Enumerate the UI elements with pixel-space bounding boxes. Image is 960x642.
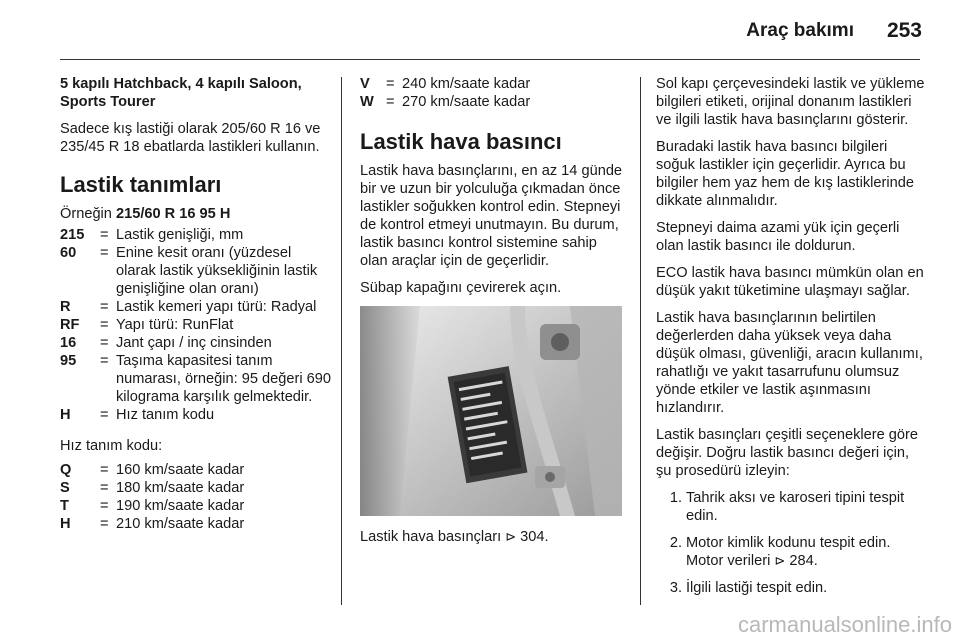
example-line bbox=[60, 205, 332, 223]
speed-key: S bbox=[60, 480, 70, 496]
column-divider-1 bbox=[341, 77, 342, 605]
definition-equals: = bbox=[100, 353, 109, 369]
definition-value: Jant çapı / inç cinsinden bbox=[116, 335, 272, 351]
definition-equals: = bbox=[100, 245, 109, 261]
definition-row bbox=[60, 244, 332, 298]
figure-caption bbox=[360, 528, 625, 546]
step-text: İlgili lastiği tespit edin. bbox=[686, 580, 828, 596]
definition-row bbox=[60, 406, 332, 424]
speed-code-list bbox=[60, 461, 332, 533]
speed-equals: = bbox=[100, 498, 109, 514]
page-ref-arrow-icon: ⊳ bbox=[505, 529, 517, 544]
definition-key: RF bbox=[60, 317, 80, 333]
door-frame-illustration bbox=[360, 306, 622, 516]
definition-row bbox=[60, 226, 332, 244]
definition-equals: = bbox=[100, 335, 109, 351]
speed-value: 210 km/saate kadar bbox=[116, 516, 245, 532]
definition-value: Yapı türü: RunFlat bbox=[116, 317, 234, 333]
speed-code-list-continued bbox=[360, 75, 625, 111]
speed-key: H bbox=[60, 516, 71, 532]
column-divider-2 bbox=[640, 77, 641, 605]
speed-value: 240 km/saate kadar bbox=[402, 76, 531, 92]
speed-equals: = bbox=[100, 462, 109, 478]
page-header bbox=[0, 0, 960, 60]
speed-value: 270 km/saate kadar bbox=[402, 94, 531, 110]
definition-equals: = bbox=[100, 299, 109, 315]
list-item bbox=[656, 489, 926, 525]
tire-definition-list bbox=[60, 226, 332, 424]
definition-row bbox=[60, 352, 332, 406]
definition-equals: = bbox=[100, 317, 109, 333]
definition-row bbox=[60, 298, 332, 316]
step-number: 2. bbox=[669, 535, 682, 551]
column-1 bbox=[60, 75, 332, 533]
intro-heading: 5 kapılı Hatchback, 4 kapılı Saloon, Sports Tourer bbox=[60, 76, 302, 110]
speed-equals: = bbox=[386, 76, 395, 92]
definition-value: Lastik kemeri yapı türü: Radyal bbox=[116, 299, 317, 315]
speed-equals: = bbox=[100, 516, 109, 532]
header-rule bbox=[60, 59, 920, 60]
tire-pressure-text: Lastik hava basınçlarını, en az 14 günde bir ve uzun bir yolculuğa çıkmadan önce lastikler soğukken kontrol edin. Stepneyi de kontrol etmeyi unutmayın. Bu durum, lastik basıncı kontrol sistemine sahip olan araçlar için de geçerlidir. bbox=[360, 163, 623, 269]
column-2 bbox=[360, 75, 625, 555]
speed-row bbox=[60, 479, 332, 497]
paragraph: Buradaki lastik hava basıncı bilgileri soğuk lastikler için geçerlidir. Ayrıca bu bilgiler hem yaz hem de kış lastiklerinde dikkate alınmalıdır. bbox=[656, 139, 914, 209]
definition-equals: = bbox=[100, 227, 109, 243]
definition-row bbox=[60, 316, 332, 334]
caption-text: Lastik hava basınçları bbox=[360, 529, 506, 545]
definition-key: 16 bbox=[60, 335, 77, 351]
paragraph: Sol kapı çerçevesindeki lastik ve yükleme bilgileri etiketi, orijinal donanım lastikleri ve ilgili lastik hava basınçlarını gösterir. bbox=[656, 76, 925, 128]
speed-equals: = bbox=[100, 480, 109, 496]
watermark: carmanualsonline.info bbox=[737, 612, 952, 637]
speed-key: V bbox=[360, 76, 370, 92]
definition-key: R bbox=[60, 299, 71, 315]
step-number: 1. bbox=[669, 490, 682, 506]
tire-designations-heading: Lastik tanımları bbox=[60, 172, 222, 197]
speed-key: W bbox=[360, 94, 374, 110]
tire-pressure-heading: Lastik hava basıncı bbox=[360, 129, 562, 154]
paragraph: Lastik basınçları çeşitli seçeneklere göre değişir. Doğru lastik basıncı değeri için, şu prosedürü izleyin: bbox=[656, 427, 919, 479]
valve-cap-text: Sübap kapağını çevirerek açın. bbox=[360, 280, 562, 296]
speed-row bbox=[60, 497, 332, 515]
speed-row bbox=[60, 461, 332, 479]
section-title: Araç bakımı bbox=[746, 20, 854, 41]
definition-equals: = bbox=[100, 407, 109, 423]
definition-key: 60 bbox=[60, 245, 77, 261]
speed-code-label: Hız tanım kodu: bbox=[60, 438, 163, 454]
paragraph: Stepneyi daima azami yük için geçerli olan lastik basıncı ile doldurun. bbox=[656, 220, 900, 254]
definition-key: 95 bbox=[60, 353, 77, 369]
step-text-part: Motor kimlik kodunu tespit edin. Motor verileri bbox=[686, 535, 891, 569]
speed-row bbox=[60, 515, 332, 533]
page-ref-arrow-icon: ⊳ bbox=[774, 553, 786, 568]
speed-value: 190 km/saate kadar bbox=[116, 498, 245, 514]
step-text bbox=[686, 534, 926, 570]
door-frame-label-photo bbox=[360, 306, 622, 516]
paragraph: ECO lastik hava basıncı mümkün olan en düşük yakıt tüketimine ulaşmayı sağlar. bbox=[656, 265, 924, 299]
definition-key: 215 bbox=[60, 227, 85, 243]
example-label: Örneğin bbox=[60, 206, 116, 222]
speed-row bbox=[360, 75, 625, 93]
definition-row bbox=[60, 334, 332, 352]
speed-key: Q bbox=[60, 462, 72, 478]
speed-value: 160 km/saate kadar bbox=[116, 462, 245, 478]
speed-row bbox=[360, 93, 625, 111]
step-page-ref[interactable]: 284. bbox=[785, 553, 818, 569]
definition-value: Taşıma kapasitesi tanım numarası, örneğin: 95 değeri 690 kilograma karşılık gelmektedir. bbox=[116, 353, 331, 405]
definition-key: H bbox=[60, 407, 71, 423]
step-text: Tahrik aksı ve karoseri tipini tespit edin. bbox=[686, 490, 905, 524]
list-item bbox=[656, 579, 926, 597]
column-3 bbox=[656, 75, 926, 606]
page-number: 253 bbox=[886, 19, 922, 42]
step-number: 3. bbox=[669, 580, 682, 596]
list-item bbox=[656, 534, 926, 570]
example-code: 215/60 R 16 95 H bbox=[115, 206, 231, 222]
speed-value: 180 km/saate kadar bbox=[116, 480, 245, 496]
definition-value: Hız tanım kodu bbox=[116, 407, 215, 423]
definition-value: Enine kesit oranı (yüzdesel olarak lastik yüksekliğinin lastik genişliğine olan oranı) bbox=[116, 245, 318, 297]
definition-value: Lastik genişliği, mm bbox=[116, 227, 244, 243]
intro-text: Sadece kış lastiği olarak 205/60 R 16 ve 235/45 R 18 ebatlarda lastikleri kullanın. bbox=[60, 121, 321, 155]
speed-key: T bbox=[60, 498, 69, 514]
speed-equals: = bbox=[386, 94, 395, 110]
paragraph: Lastik hava basınçlarının belirtilen değerlerden daha yüksek veya daha düşük olması, güvenliği, aracın kullanımı, rahatlığı ve yakıt tasarrufunu olumsuz yönde etkiler ve lastik aşınmasını hızlandırır. bbox=[656, 310, 923, 416]
caption-page-ref[interactable]: 304. bbox=[516, 529, 549, 545]
procedure-list bbox=[656, 489, 926, 597]
